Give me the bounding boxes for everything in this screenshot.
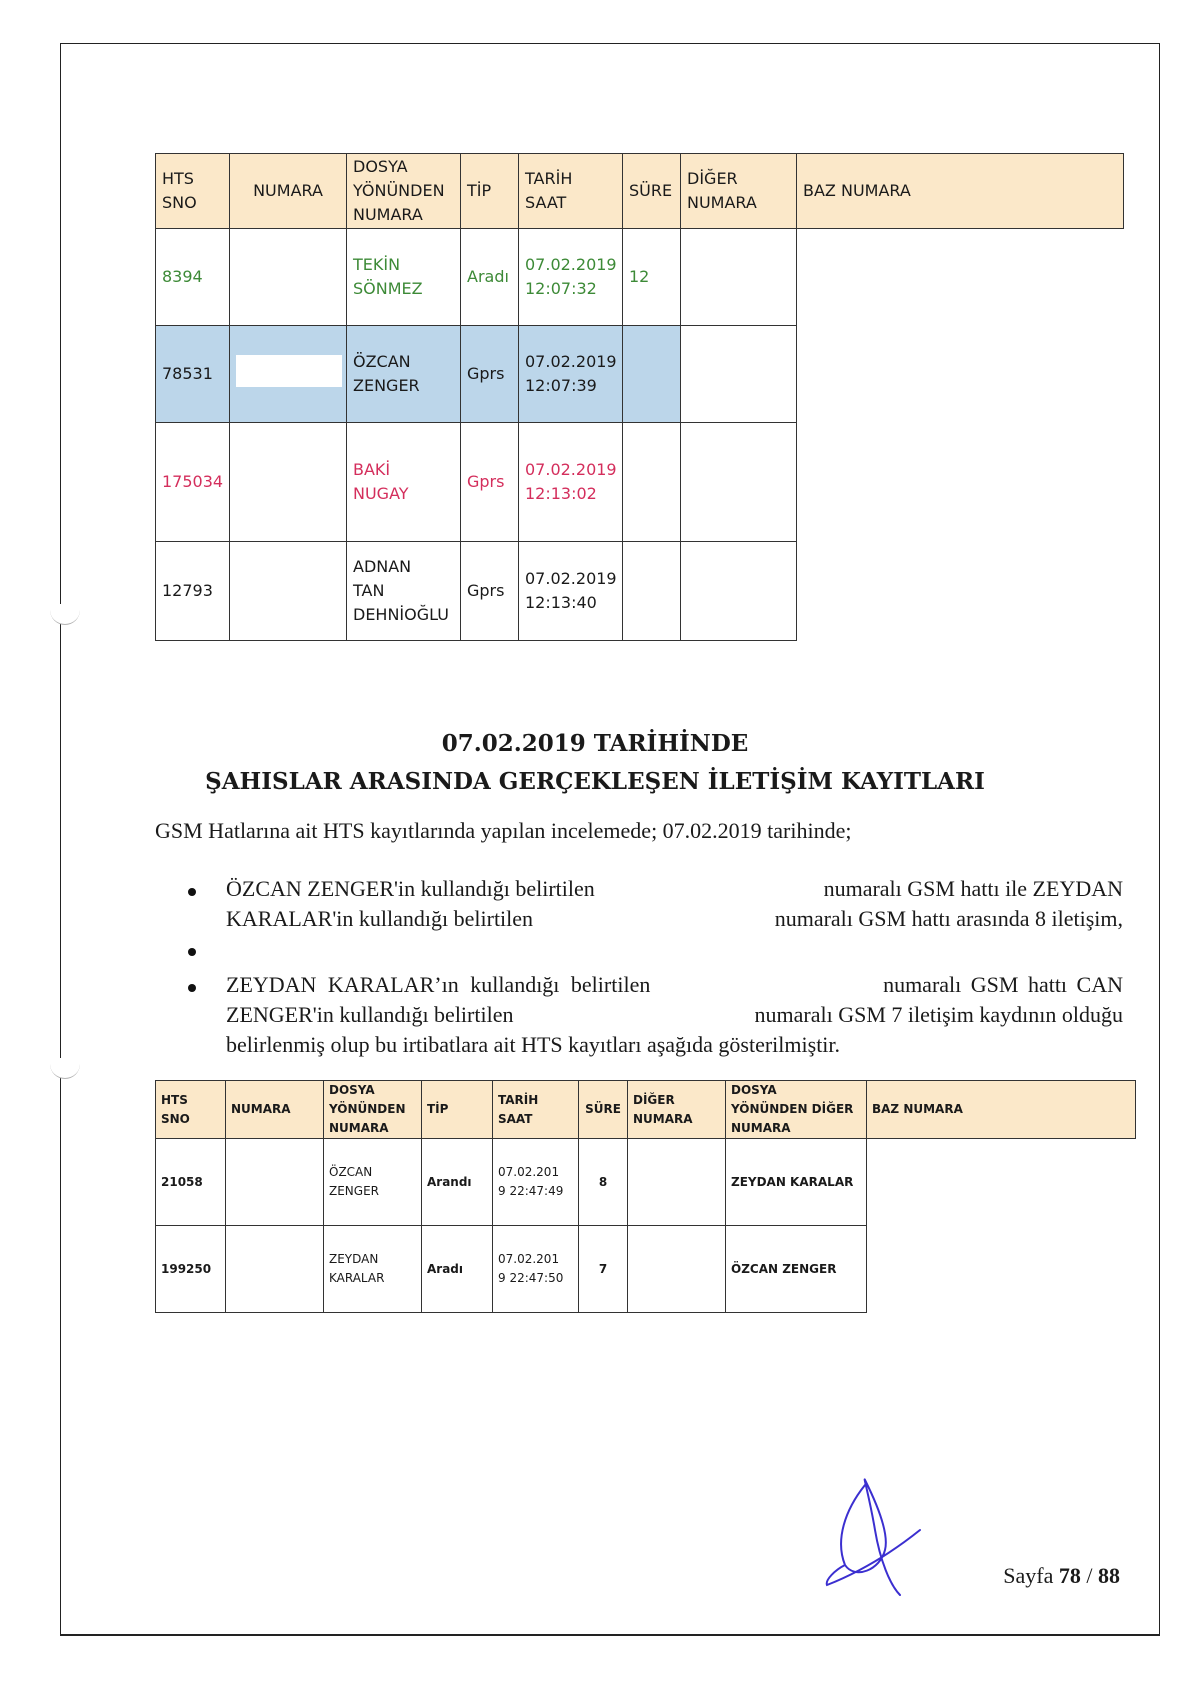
cell-dosya — [347, 229, 461, 326]
header-tip: TİP — [422, 1081, 493, 1139]
current-page: 78 — [1058, 1563, 1081, 1588]
saat: 9 22:47:49 — [498, 1184, 564, 1198]
saat: 12:13:02 — [525, 484, 597, 503]
saat: 12:07:39 — [525, 376, 597, 395]
intro-paragraph: GSM Hatlarına ait HTS kayıtlarında yapılan incelemede; 07.02.2019 tarihinde; — [155, 818, 852, 843]
tarih: 07.02.2019 — [525, 460, 617, 479]
header-sure: SÜRE — [623, 154, 681, 229]
tarih: 07.02.2019 — [525, 352, 617, 371]
header-dosya-yonunden-numara: DOSYA YÖNÜNDEN NUMARA — [347, 154, 461, 229]
hts-table-top — [155, 153, 1124, 641]
bullet1-text: ÖZCAN ZENGER'in kullandığı belirtilen — [226, 876, 595, 901]
bullet1-text: KARALAR'in kullandığı belirtilen — [226, 906, 534, 931]
cell-tarih-saat — [493, 1139, 579, 1226]
bullet3-text: belirlenmiş olup bu irtibatlara ait HTS kayıtları aşağıda gösterilmiştir. — [226, 1032, 841, 1057]
bullet3-text: numaralı GSM 7 iletişim kaydının olduğu — [754, 1002, 1123, 1027]
page-label: Sayfa — [1003, 1563, 1054, 1588]
cell-dosya — [347, 423, 461, 542]
dosya-line: KARALAR — [329, 1271, 385, 1285]
header-tarih-saat: TARİH SAAT — [493, 1081, 579, 1139]
cell-tip: Aradı — [461, 229, 519, 326]
table-header-row — [156, 1081, 1136, 1139]
bullet1-text: numaralı GSM hattı ile ZEYDAN — [823, 876, 1123, 901]
table-row — [156, 542, 1124, 641]
cell-empty — [797, 423, 1124, 542]
cell-diger — [681, 542, 797, 641]
cell-dosya — [347, 326, 461, 423]
bullet3-text: ZENGER'in kullandığı belirtilen — [226, 1002, 514, 1027]
section-heading-line1: 07.02.2019 TARİHİNDE — [441, 730, 749, 757]
tarih: 07.02.201 — [498, 1252, 560, 1266]
cell-dosya-diger: ZEYDAN KARALAR — [726, 1139, 867, 1226]
dosya-line: BAKİ — [353, 460, 391, 479]
cell-sure — [623, 542, 681, 641]
cell-diger — [628, 1139, 726, 1226]
cell-numara — [226, 1226, 324, 1313]
cell-diger — [628, 1226, 726, 1313]
cell-sure: 12 — [623, 229, 681, 326]
cell-dosya — [347, 542, 461, 641]
header-sure: SÜRE — [579, 1081, 628, 1139]
cell-tarih-saat — [519, 423, 623, 542]
cell-numara — [230, 326, 347, 423]
dosya-line: ÖZCAN — [329, 1165, 373, 1179]
cell-numara — [230, 423, 347, 542]
cell-tarih-saat — [519, 229, 623, 326]
cell-numara — [230, 229, 347, 326]
cell-sure: 7 — [579, 1226, 628, 1313]
dosya-line: ZENGER — [353, 376, 420, 395]
header-tip: TİP — [461, 154, 519, 229]
cell-diger — [681, 229, 797, 326]
bullet-icon — [188, 888, 196, 896]
cell-tarih-saat — [519, 542, 623, 641]
cell-tip: Arandı — [422, 1139, 493, 1226]
section-heading-line2: ŞAHISLAR ARASINDA GERÇEKLEŞEN İLETİŞİM KAYITLARI — [205, 768, 985, 795]
bullet3-text: ZEYDAN KARALAR’ın kullandığı belirtilen — [226, 972, 651, 997]
cell-dosya-diger: ÖZCAN ZENGER — [726, 1226, 867, 1313]
table-header-row — [156, 154, 1124, 229]
cell-hts-sno: 199250 — [156, 1226, 226, 1313]
table-row — [156, 1139, 1136, 1226]
cell-empty — [797, 229, 1124, 326]
cell-tarih-saat — [493, 1226, 579, 1313]
cell-empty — [797, 542, 1124, 641]
cell-diger — [681, 423, 797, 542]
redaction-box — [236, 355, 342, 387]
cell-empty — [867, 1226, 1136, 1313]
header-dosya-yonunden-diger-numara: DOSYA YÖNÜNDEN DİĞER NUMARA — [726, 1081, 867, 1139]
saat: 9 22:47:50 — [498, 1271, 564, 1285]
header-diger-numara: DİĞER NUMARA — [628, 1081, 726, 1139]
dosya-line: ADNAN — [353, 557, 412, 576]
header-dosya-yonunden-numara: DOSYA YÖNÜNDEN NUMARA — [324, 1081, 422, 1139]
cell-numara — [230, 542, 347, 641]
bullet-icon — [188, 948, 196, 956]
cell-tip: Gprs — [461, 423, 519, 542]
tarih: 07.02.2019 — [525, 255, 617, 274]
bullet3-text: numaralı GSM hattı CAN — [883, 972, 1123, 997]
header-baz-numara: BAZ NUMARA — [867, 1081, 1136, 1139]
bullet-icon — [188, 984, 196, 992]
cell-sure — [623, 326, 681, 423]
header-baz-numara: BAZ NUMARA — [797, 154, 1124, 229]
table-row — [156, 1226, 1136, 1313]
cell-tip: Gprs — [461, 326, 519, 423]
cell-empty — [867, 1139, 1136, 1226]
header-numara: NUMARA — [230, 154, 347, 229]
table-row — [156, 229, 1124, 326]
cell-tarih-saat — [519, 326, 623, 423]
cell-tip: Gprs — [461, 542, 519, 641]
dosya-line: TAN — [353, 581, 385, 600]
header-tarih-saat: TARİH SAAT — [519, 154, 623, 229]
cell-dosya — [324, 1226, 422, 1313]
bullet1-text: numaralı GSM hattı arasında 8 iletişim, — [774, 906, 1123, 931]
cell-tip: Aradı — [422, 1226, 493, 1313]
cell-diger — [681, 326, 797, 423]
cell-numara — [226, 1139, 324, 1226]
dosya-line: NUGAY — [353, 484, 409, 503]
saat: 12:13:40 — [525, 593, 597, 612]
table-row — [156, 423, 1124, 542]
total-pages: 88 — [1098, 1563, 1120, 1588]
dosya-line: ÖZCAN — [353, 352, 411, 371]
dosya-line: ZEYDAN — [329, 1252, 379, 1266]
hts-table-bottom — [155, 1080, 1136, 1313]
page-number — [1003, 1563, 1120, 1589]
tarih: 07.02.2019 — [525, 569, 617, 588]
dosya-line: TEKİN — [353, 255, 401, 274]
header-hts-sno: HTS SNO — [156, 1081, 226, 1139]
cell-hts-sno: 8394 — [156, 229, 230, 326]
cell-sure: 8 — [579, 1139, 628, 1226]
dosya-line: ZENGER — [329, 1184, 379, 1198]
dosya-line: DEHNİOĞLU — [353, 605, 449, 624]
page-separator: / — [1086, 1563, 1093, 1588]
table-row-highlighted — [156, 326, 1124, 423]
cell-hts-sno: 78531 — [156, 326, 230, 423]
cell-sure — [623, 423, 681, 542]
tarih: 07.02.201 — [498, 1165, 560, 1179]
header-diger-numara: DİĞER NUMARA — [681, 154, 797, 229]
cell-hts-sno: 12793 — [156, 542, 230, 641]
cell-hts-sno: 175034 — [156, 423, 230, 542]
header-numara: NUMARA — [226, 1081, 324, 1139]
saat: 12:07:32 — [525, 279, 597, 298]
cell-empty — [797, 326, 1124, 423]
cell-dosya — [324, 1139, 422, 1226]
handwritten-signature — [825, 1470, 925, 1600]
cell-hts-sno: 21058 — [156, 1139, 226, 1226]
dosya-line: SÖNMEZ — [353, 279, 423, 298]
header-hts-sno: HTS SNO — [156, 154, 230, 229]
